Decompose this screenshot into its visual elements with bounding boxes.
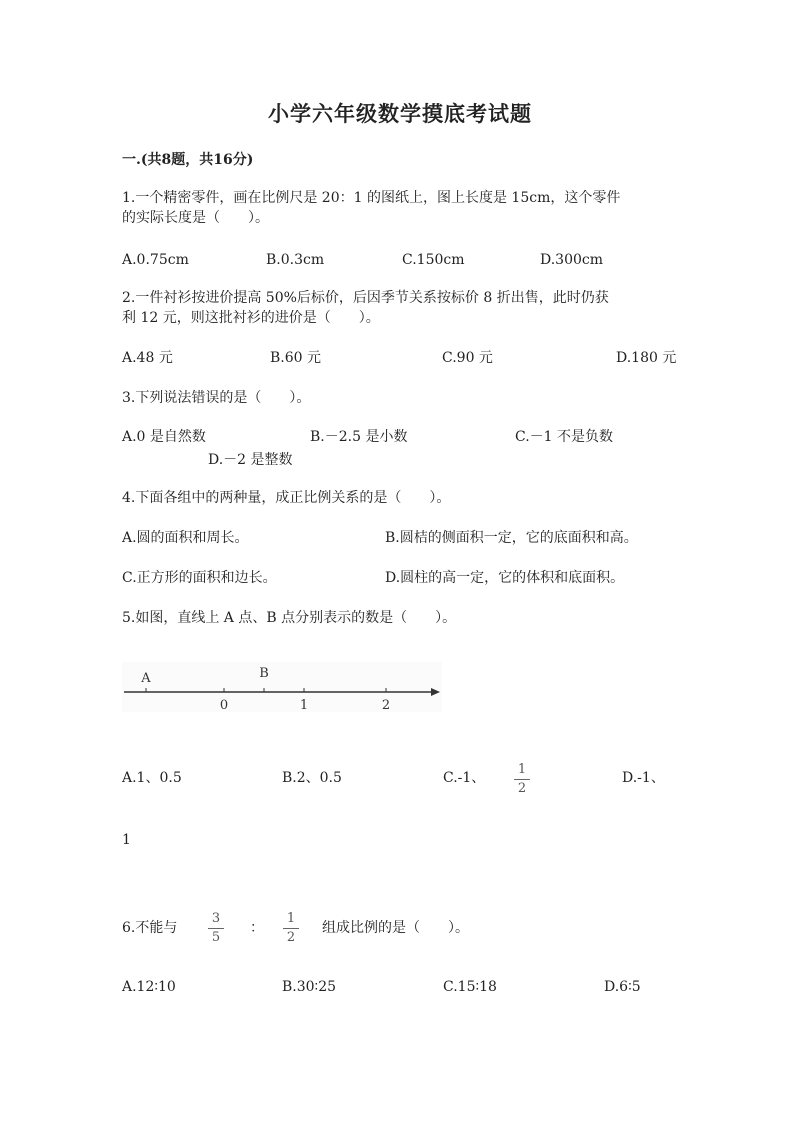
question-1-option-c: C.150cm [402, 252, 465, 268]
question-5-option-a: A.1、0.5 [122, 770, 182, 786]
question-6-option-a: A.12∶10 [122, 979, 176, 995]
question-5-line-1: 5.如图，直线上 A 点、B 点分别表示的数是（ ）。 [122, 610, 457, 626]
tick-label-1: 1 [299, 698, 309, 712]
fraction-denominator: 2 [517, 781, 527, 796]
question-6-fraction-1 [206, 911, 226, 946]
question-6-fraction-2 [281, 911, 301, 946]
question-4-option-a: A.圆的面积和周长。 [122, 530, 249, 546]
question-3-option-c: C.－1 不是负数 [515, 429, 614, 445]
question-6-option-c: C.15∶18 [443, 979, 497, 995]
fraction-numerator: 1 [517, 762, 527, 777]
question-1-line-1: 1.一个精密零件，画在比例尺是 20：1 的图纸上，图上长度是 15cm，这个零件 [122, 190, 621, 206]
question-6-colon: ： [250, 920, 264, 936]
question-5-option-d: D.-1、 [622, 770, 665, 786]
question-6-suffix: 组成比例的是（ ）。 [322, 920, 469, 936]
number-line-figure [122, 662, 442, 712]
fraction-numerator: 1 [286, 911, 296, 926]
question-6-option-b: B.30∶25 [282, 979, 337, 995]
question-5-option-c: C.-1、 [443, 770, 486, 786]
question-3-line-1: 3.下列说法错误的是（ ）。 [122, 390, 311, 406]
point-label-a: A [141, 671, 151, 686]
question-2-line-2: 利 12 元，则这批衬衫的进价是（ ）。 [122, 310, 380, 326]
fraction-denominator: 2 [286, 930, 296, 945]
tick-label-2: 2 [381, 698, 391, 712]
question-5-option-d-continuation: 1 [122, 832, 131, 848]
question-1-line-2: 的实际长度是（ ）。 [122, 210, 269, 226]
question-1-option-b: B.0.3cm [266, 252, 325, 268]
question-4-option-b: B.圆桔的侧面积一定，它的底面积和高。 [385, 530, 638, 546]
tick-label-0: 0 [219, 698, 229, 712]
question-2-option-b: B.60 元 [270, 350, 322, 366]
question-1-option-d: D.300cm [540, 252, 604, 268]
question-3-option-d: D.－2 是整数 [208, 452, 293, 468]
page-title: 小学六年级数学摸底考试题 [268, 101, 532, 126]
question-4-option-d: D.圆柱的高一定，它的体积和底面积。 [385, 570, 625, 586]
question-5-option-c-fraction [512, 762, 532, 797]
question-2-option-a: A.48 元 [122, 350, 173, 366]
question-2-option-d: D.180 元 [616, 350, 677, 366]
question-6-option-d: D.6∶5 [604, 979, 641, 995]
fraction-bar [283, 928, 299, 929]
question-4-option-c: C.正方形的面积和边长。 [122, 570, 277, 586]
question-5-option-b: B.2、0.5 [282, 770, 342, 786]
fraction-denominator: 5 [211, 930, 221, 945]
question-2-line-1: 2.一件衬衫按进价提高 50%后标价，后因季节关系按标价 8 折出售，此时仍获 [122, 290, 609, 306]
fraction-bar [514, 779, 530, 780]
question-3-option-a: A.0 是自然数 [122, 429, 206, 445]
question-3-option-b: B.－2.5 是小数 [310, 429, 408, 445]
point-label-b: B [259, 666, 269, 681]
section-heading: 一.(共8题，共16分) [122, 152, 254, 168]
question-6-prefix: 6.不能与 [122, 920, 178, 936]
fraction-numerator: 3 [211, 911, 221, 926]
question-2-option-c: C.90 元 [442, 350, 493, 366]
fraction-bar [208, 928, 224, 929]
question-1-option-a: A.0.75cm [122, 252, 189, 268]
question-4-line-1: 4.下面各组中的两种量，成正比例关系的是（ ）。 [122, 490, 451, 506]
